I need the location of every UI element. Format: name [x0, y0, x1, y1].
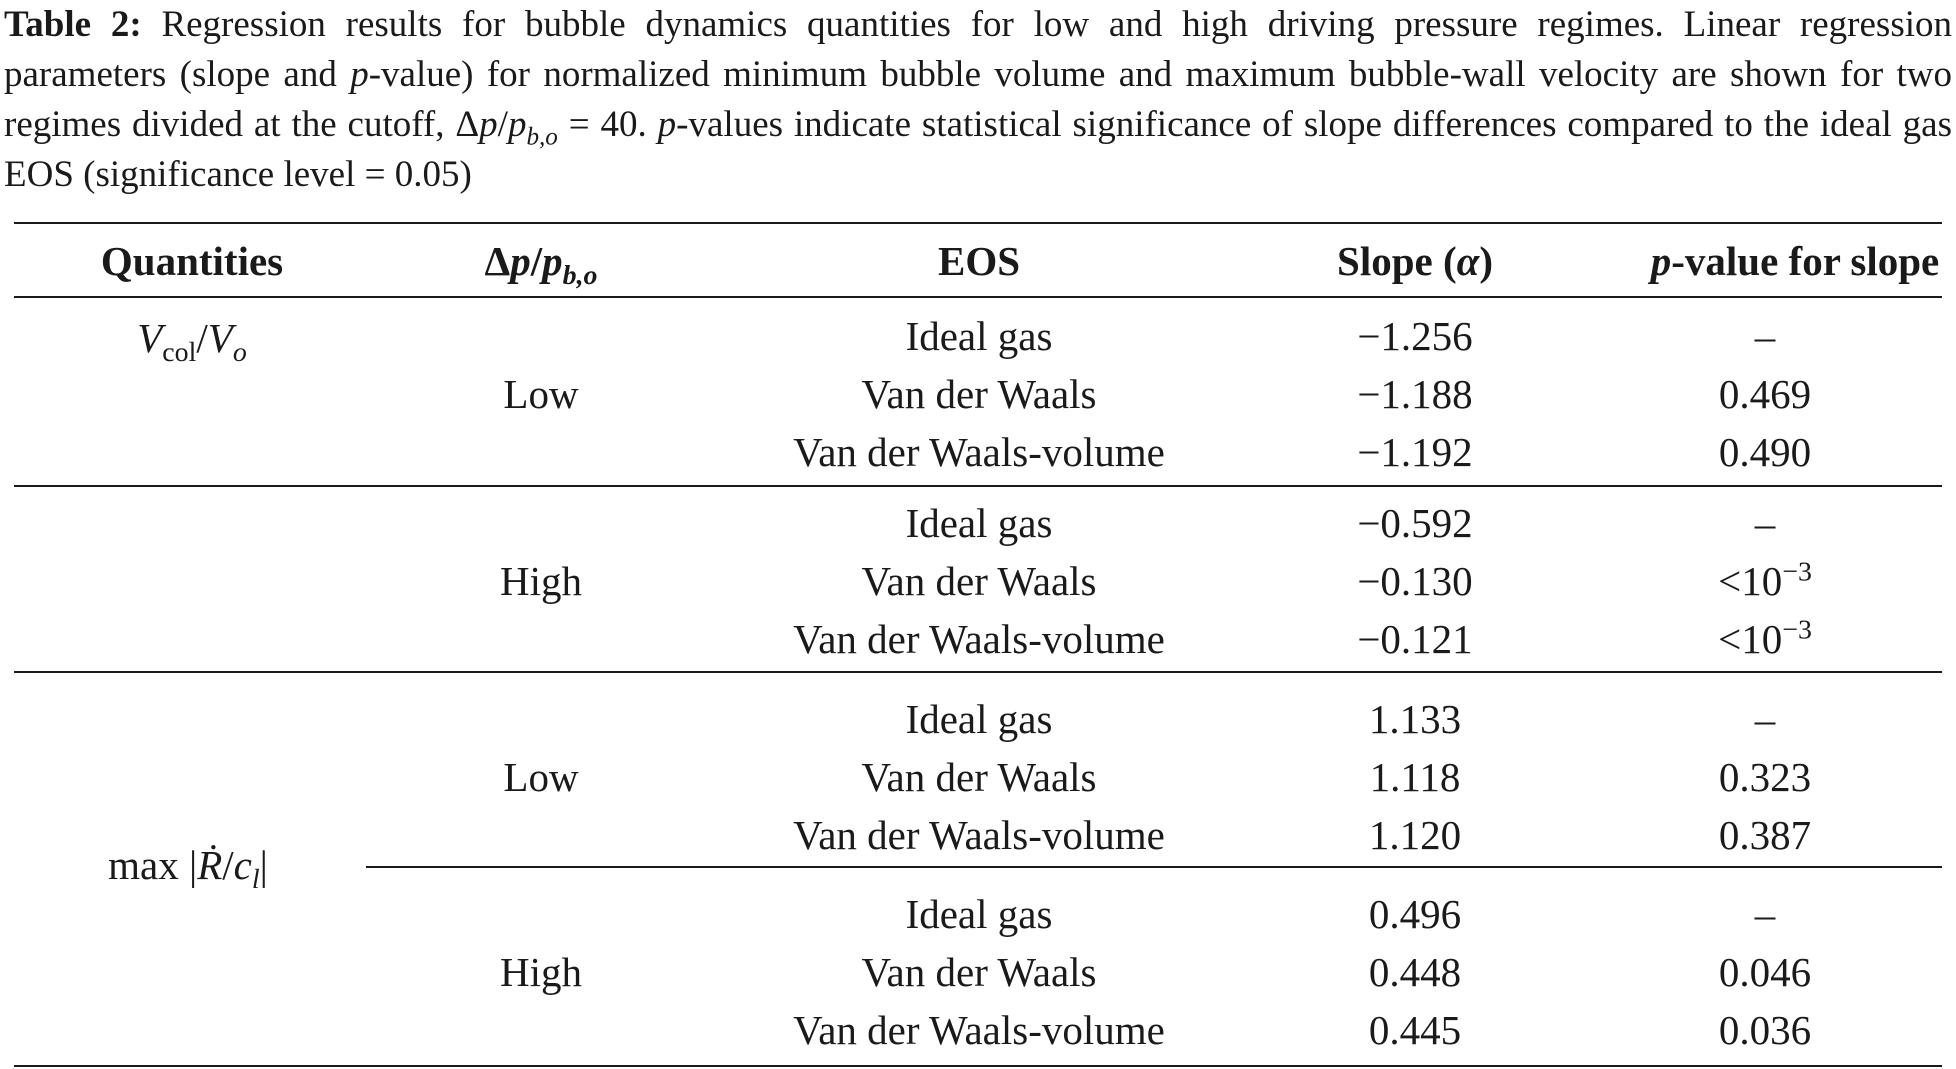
group-rule-2 [14, 671, 1942, 673]
slope-cell: 1.133 [1368, 696, 1462, 742]
header-rule [14, 296, 1942, 298]
pvalue-cell: – [1754, 696, 1776, 742]
pvalue-cell: – [1754, 313, 1776, 359]
header-pvalue: p-value for slope [1650, 238, 1940, 284]
caption-text-2: -value) for normalized minimum bubble volume and maximum bubble-wall velocity are shown for two regimes divided at the cutoff, [4, 54, 1952, 145]
eos-cell: Ideal gas [905, 891, 1053, 937]
quantity-normalized-min-volume: $V_{col}/V_o$ [137, 315, 247, 369]
slope-cell: 0.445 [1368, 1007, 1462, 1053]
caption-ratio: $\Delta p/p_{b,o}$ [455, 104, 558, 151]
regime-label: Low [503, 754, 579, 800]
pvalue-cell: 0.387 [1718, 812, 1812, 858]
pvalue-cell: 0.490 [1718, 429, 1812, 475]
regime-label: High [500, 949, 582, 995]
pvalue-cell: 0.469 [1718, 371, 1812, 417]
table-top-rule [14, 222, 1942, 224]
slope-cell: 1.118 [1369, 754, 1461, 800]
slope-cell: 1.120 [1368, 812, 1462, 858]
eos-cell: Van der Waals-volume [793, 429, 1165, 475]
slope-cell: −1.188 [1357, 371, 1473, 417]
pvalue-cell: 0.046 [1718, 949, 1812, 995]
eos-cell: Van der Waals [861, 371, 1097, 417]
header-slope: Slope (α) [1337, 238, 1493, 284]
eos-cell: Ideal gas [905, 500, 1053, 546]
pvalue-cell: 0.036 [1718, 1007, 1812, 1053]
header-eos: EOS [937, 238, 1021, 284]
slope-cell: −0.130 [1357, 558, 1473, 604]
eos-cell: Van der Waals [861, 949, 1097, 995]
slope-cell: −1.192 [1357, 429, 1473, 475]
regime-label: High [500, 558, 582, 604]
caption-p-symbol: p [350, 54, 369, 95]
caption-text-1: Regression results for bubble dynamics quantities for low and high driving pressure regimes. Linear regression parameters (slope and [4, 4, 1952, 95]
slope-cell: 0.448 [1368, 949, 1462, 995]
group-rule-1 [14, 485, 1942, 487]
eos-cell: Van der Waals-volume [793, 616, 1165, 662]
eos-cell: Ideal gas [905, 696, 1053, 742]
caption-p-symbol-2: p [657, 104, 677, 145]
caption-text-3: = 40. [557, 104, 658, 145]
eos-cell: Van der Waals [861, 754, 1097, 800]
table-bottom-rule [14, 1065, 1942, 1067]
slope-cell: −0.592 [1357, 500, 1473, 546]
pvalue-cell: 0.323 [1718, 754, 1812, 800]
header-quantities: Quantities [100, 238, 284, 284]
regime-label: Low [503, 371, 579, 417]
pvalue-cell: – [1754, 891, 1776, 937]
eos-cell: Van der Waals [861, 558, 1097, 604]
eos-cell: Ideal gas [905, 313, 1053, 359]
group-rule-3 [366, 866, 1942, 868]
header-driving-pressure: $\Delta p/p_{b,o}$ [484, 238, 598, 292]
caption-text-4: -values indicate statistical significance of slope differences compared to the ideal gas EOS (significance level = 0.05) [4, 104, 1953, 195]
pvalue-cell: – [1754, 500, 1776, 546]
eos-cell: Van der Waals-volume [793, 812, 1165, 858]
eos-cell: Van der Waals-volume [793, 1007, 1165, 1053]
table-caption [4, 0, 1952, 200]
slope-cell: 0.496 [1368, 891, 1462, 937]
slope-cell: −1.256 [1357, 313, 1473, 359]
caption-label: Table 2: [4, 4, 142, 45]
pvalue-cell: $<10^{-3}$ [1718, 556, 1812, 604]
quantity-max-wall-velocity: $\max |Ṙ/c_l|$ [108, 842, 268, 896]
slope-cell: −0.121 [1357, 616, 1473, 662]
pvalue-cell: $<10^{-3}$ [1718, 614, 1812, 662]
